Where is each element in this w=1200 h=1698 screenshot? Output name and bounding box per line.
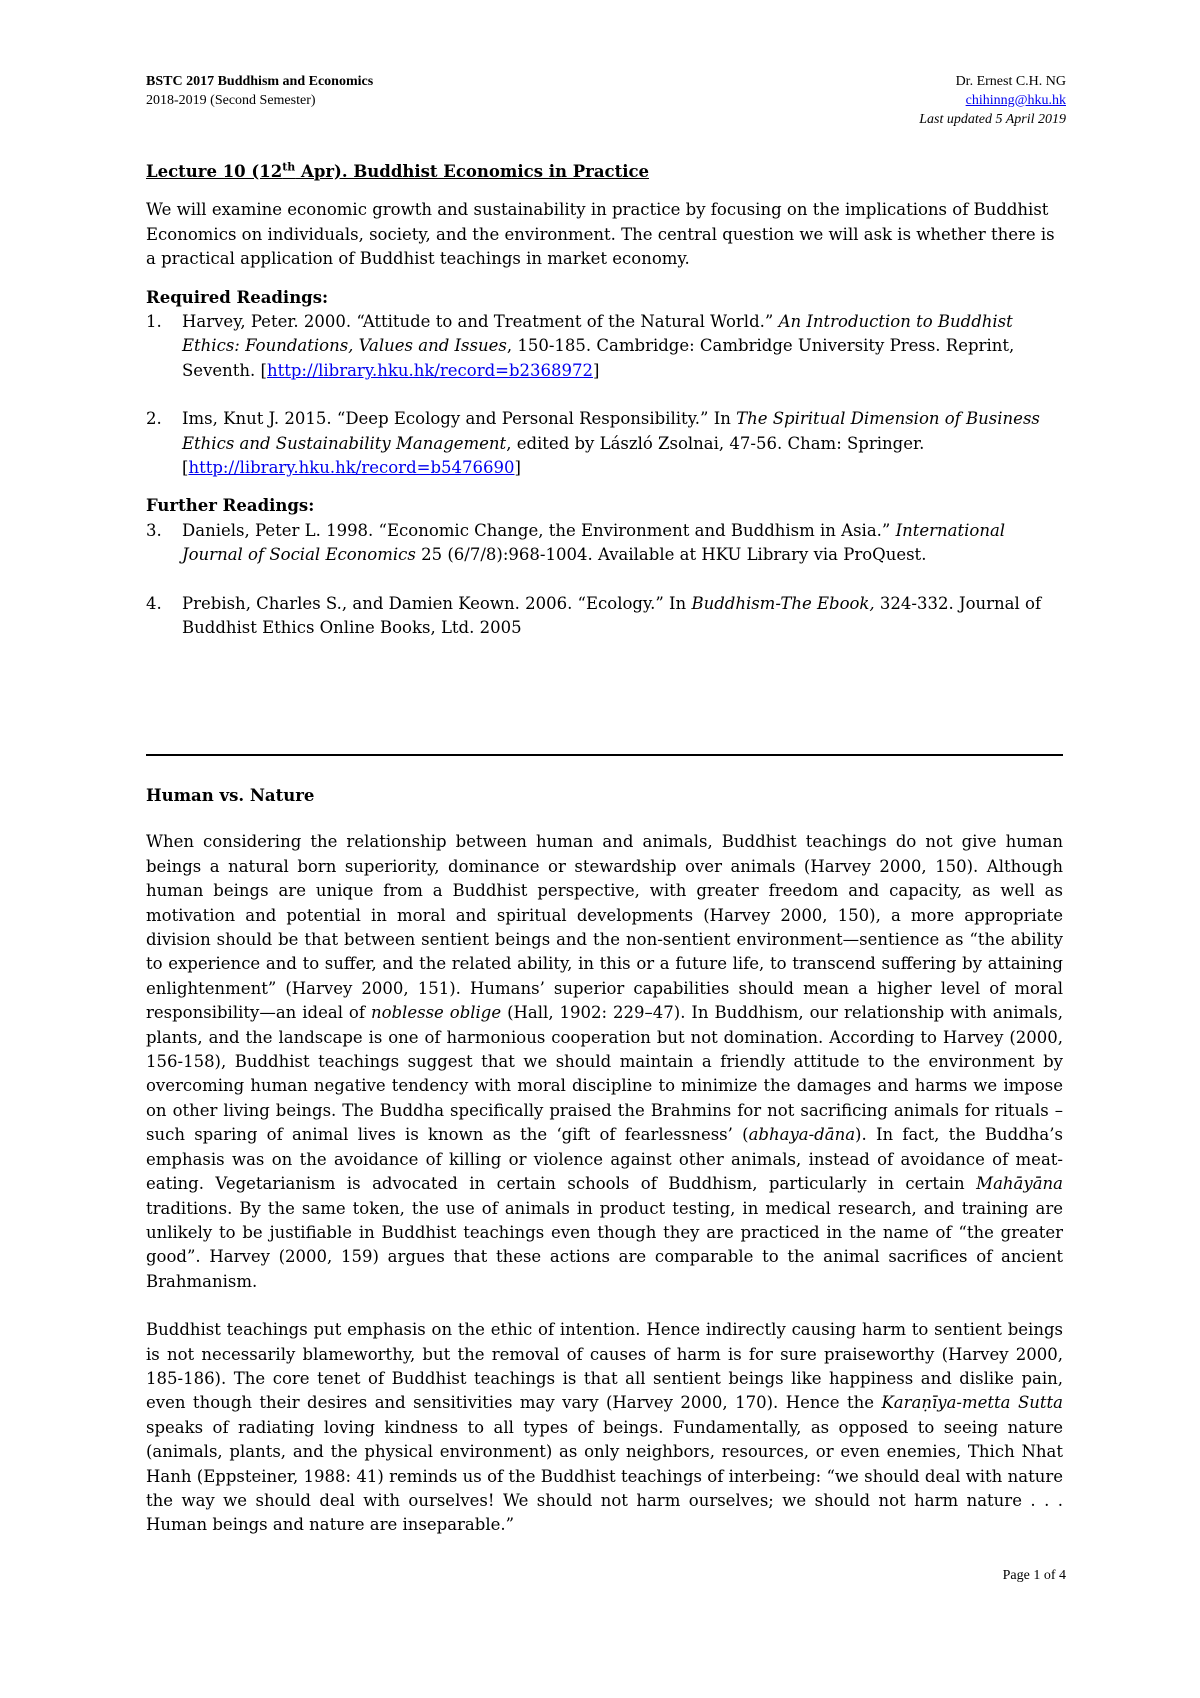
page-number: Page 1 of 4 [1002, 1568, 1066, 1583]
section-heading: Human vs. Nature [146, 786, 315, 805]
further-readings-heading: Further Readings: [146, 496, 315, 516]
email-link[interactable]: chihinng@hku.hk [965, 93, 1066, 108]
further-readings-list [146, 519, 1063, 641]
lecture-title: Lecture 10 (12th Apr). Buddhist Economics in Practice [146, 160, 650, 181]
list-item: 4. Prebish, Charles S., and Damien Keown. 2006. “Ecology.” In Buddhism-The Ebook, 324-332. Journal of Buddhist Ethics Online Books, Ltd. 2005 [146, 593, 1042, 638]
list-item: 1. Harvey, Peter. 2000. “Attitude to and Treatment of the Natural World.” An Introduction to Buddhist Ethics: Foundations, Values and Issues, 150-185. Cambridge: Cambridge University Press. Reprint, Seventh. [http://library.hku.hk/record=b2368972] [146, 312, 1015, 380]
paragraph: When considering the relationship between human and animals, Buddhist teachings do not give human beings a natural born superiority, dominance or stewardship over animals (Harvey 2000, 150). Although human beings are unique from a Buddhist perspective, with greater freedom and capacity, as well as motivation and potential in moral and spiritual developments (Harvey 2000, 150), a more appropriate division should be that between sentient beings and the non-sentient environment—sentience as “the ability to experience and to suffer, and the related ability, in this or a future life, to transcend suffering by attaining enlightenment” (Harvey 2000, 151). Humans’ superior capabilities should mean a higher level of moral responsibility—an ideal of noblesse oblige (Hall, 1902: 229–47). In Buddhism, our relationship with animals, plants, and the landscape is one of harmonious cooperation but not domination. According to Harvey (2000, 156-158), Buddhist teachings suggest that we should maintain a friendly attitude to the environment by overcoming human negative tendency with moral discipline to minimize the damages and harms we impose on other living beings. The Buddha specifically praised the Brahmins for not sacrificing animals for rituals – such sparing of animal lives is known as the ‘gift of fearlessness’ (abhaya-dāna). In fact, the Buddha’s emphasis was on the avoidance of killing or violence against other animals, instead of avoidance of meat-eating. Vegetarianism is advocated in certain schools of Buddhism, particularly in certain Mahāyāna traditions. By the same token, the use of animals in product testing, in medical research, and training are unlikely to be justifiable in Buddhist teachings even though they are practiced in the name of “the greater good”. Harvey (2000, 159) argues that these actions are comparable to the animal sacrifices of ancient Brahmanism. [146, 832, 1063, 1291]
lecture-body [146, 160, 1063, 641]
section-divider [146, 754, 1063, 756]
record-link[interactable]: http://library.hku.hk/record=b5476690 [188, 458, 515, 478]
required-readings-heading: Required Readings: [146, 287, 329, 307]
header-right [919, 72, 1066, 129]
record-link[interactable]: http://library.hku.hk/record=b2368972 [266, 360, 594, 380]
semester: 2018-2019 (Second Semester) [146, 93, 316, 108]
course-title: BSTC 2017 Buddhism and Economics [146, 74, 374, 89]
section-human-vs-nature [146, 784, 1063, 1538]
instructor-name: Dr. Ernest C.H. NG [955, 74, 1066, 89]
last-updated: Last updated 5 April 2019 [919, 112, 1066, 127]
paragraph: Buddhist teachings put emphasis on the ethic of intention. Hence indirectly causing harm to sentient beings is not necessarily blameworthy, but the removal of causes of harm is for sure praiseworthy (Harvey 2000, 185-186). The core tenet of Buddhist teachings is that all sentient beings like happiness and dislike pain, even though their desires and sensitivities may vary (Harvey 2000, 170). Hence the Karaṇīya-metta Sutta speaks of radiating loving kindness to all types of beings. Fundamentally, as opposed to seeing nature (animals, plants, and the physical environment) as only neighbors, resources, or even enemies, Thich Nhat Hanh (Eppsteiner, 1988: 41) reminds us of the Buddhist teachings of interbeing: “we should deal with nature the way we should deal with ourselves! We should not harm ourselves; we should not harm nature . . . Human beings and nature are inseparable.” [146, 1320, 1063, 1535]
list-item: 2. Ims, Knut J. 2015. “Deep Ecology and Personal Responsibility.” In The Spiritual Dimension of Business Ethics and Sustainability Management, edited by László Zsolnai, 47-56. Cham: Springer. [http://library.hku.hk/record=b5476690] [146, 409, 1040, 478]
lecture-intro: We will examine economic growth and sustainability in practice by focusing on the implications of Buddhist Economics on individuals, society, and the environment. The central question we will ask is whether there is a practical application of Buddhist teachings in market economy. [146, 200, 1055, 269]
header-left [146, 72, 373, 110]
required-readings-list [146, 310, 1063, 480]
list-item: 3. Daniels, Peter L. 1998. “Economic Change, the Environment and Buddhism in Asia.” International Journal of Social Economics 25 (6/7/8):968-1004. Available at HKU Library via ProQuest. [146, 520, 1006, 565]
